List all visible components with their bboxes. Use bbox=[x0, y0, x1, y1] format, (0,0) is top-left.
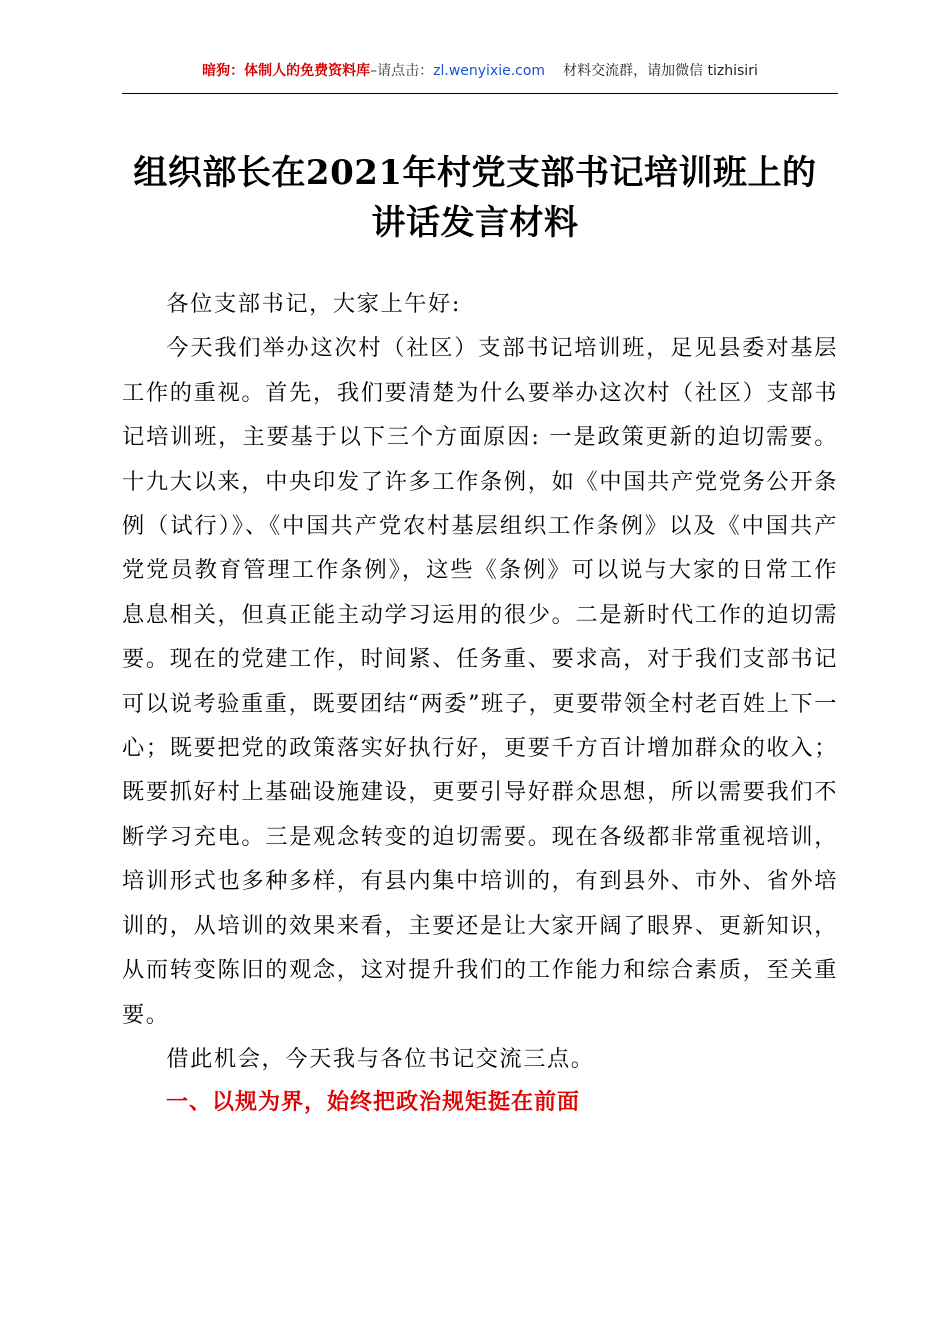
page-header bbox=[122, 58, 838, 94]
body-paragraph-2: 借此机会，今天我与各位书记交流三点。 bbox=[166, 1045, 595, 1072]
body-paragraph-1: 今天我们举办这次村（社区）支部书记培训班，足见县委对基层工作的重视。首先，我们要清楚为什么要举办这次村（社区）支部书记培训班，主要基于以下三个方面原因: 一是政策更新的迫切需要。十九大以来，中央印发了许多工作条例，如《中国共产党党务公开条例（试行）》、《中国共产党农村基层组织工作条例》以及《中国共产党党员教育管理工作条例》，这些《条例》可以说与大家的日常工作息息相关，但真正能主动学习运用的很少。二是新时代工作的迫切需要。现在的党建工作，时间紧、任务重、要求高，对于我们支部书记可以说考验重重，既要团结“两委”班子，更要带领全村老百姓上下一心；既要把党的政策落实好执行好，更要千方百计增加群众的收入；既要抓好村上基础设施建设，更要引导好群众思想，所以需要我们不断学习充电。三是观念转变的迫切需要。现在各级都非常重视培训，培训形式也多种多样，有县内集中培训的，有到县外、市外、省外培训的，从培训的效果来看，主要还是让大家开阔了眼界、更新知识，从而转变陈旧的观念，这对提升我们的工作能力和综合素质，至关重要。 bbox=[122, 335, 838, 1028]
title-line-1: 组织部长在2021年村党支部书记培训班上的 bbox=[133, 153, 817, 193]
header-brand: 暗狗：体制人的免费资料库 bbox=[202, 63, 371, 79]
document-body bbox=[122, 282, 838, 1126]
header-prompt: –请点击： bbox=[370, 63, 434, 79]
header-url-link[interactable]: zl.wenyixie.com bbox=[433, 63, 546, 79]
header-group-note: 材料交流群，请加微信 tizhisiri bbox=[563, 63, 758, 79]
document-title bbox=[100, 148, 850, 248]
title-line-2: 讲话发言材料 bbox=[371, 203, 579, 243]
greeting-paragraph: 各位支部书记，大家上午好: bbox=[166, 291, 461, 317]
section-heading-1: 一、以规为界，始终把政治规矩挺在前面 bbox=[166, 1090, 581, 1116]
